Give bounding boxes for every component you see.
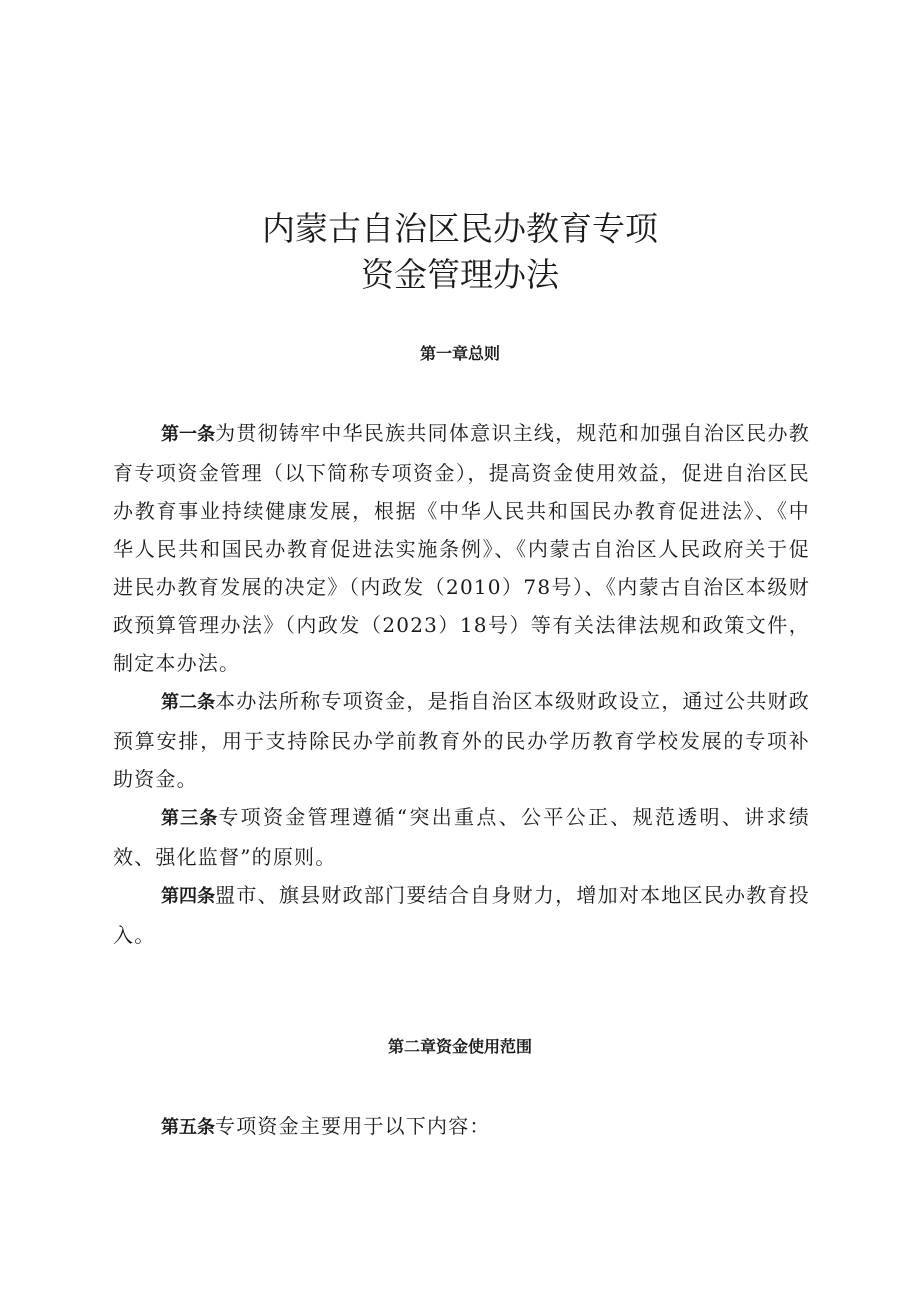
article-3-text: 专项资金管理遵循“突出重点、公平公正、规范透明、讲求绩效、强化监督”的原则。	[113, 805, 811, 869]
document-title-line-2: 资金管理办法	[361, 255, 559, 294]
article-4-text: 盟市、旗县财政部门要结合自身财力，增加对本地区民办教育投入。	[113, 883, 810, 947]
document-title-line-1: 内蒙古自治区民办教育专项	[262, 209, 658, 248]
article-3	[113, 798, 810, 876]
article-5-number: 第五条	[161, 1117, 215, 1138]
article-5-text: 专项资金主要用于以下内容：	[215, 1114, 491, 1138]
chapter-1-body	[113, 414, 810, 954]
article-5	[113, 1107, 810, 1147]
article-2-text: 本办法所称专项资金，是指自治区本级财政设立，通过公共财政预算安排，用于支持除民办学前教育外的民办学历教育学校发展的专项补助资金。	[113, 689, 810, 791]
chapter-heading-1: 第一章总则	[419, 344, 500, 363]
article-1-text: 为贯彻铸牢中华民族共同体意识主线，规范和加强自治区民办教育专项资金管理（以下简称专项资金），提高资金使用效益，促进自治区民办教育事业持续健康发展，根据《中华人民共和国民办教育促进法》、《中华人民共和国民办教育促进法实施条例》、《内蒙古自治区人民政府关于促进民办教育发展的决定》（内政发（2010）78号）、《内蒙古自治区本级财政预算管理办法》（内政发（2023）18号）等有关法律法规和政策文件，制定本办法。	[113, 421, 810, 675]
chapter-heading-2: 第二章资金使用范围	[387, 1037, 532, 1056]
article-1-number: 第一条	[161, 424, 216, 445]
chapter-2-body	[113, 1107, 810, 1147]
article-3-number: 第三条	[161, 808, 219, 829]
article-4	[113, 876, 810, 954]
document-title	[0, 206, 920, 298]
article-4-number: 第四条	[161, 886, 216, 907]
article-1	[113, 414, 810, 682]
article-2	[113, 682, 810, 798]
article-2-number: 第二条	[161, 692, 216, 713]
